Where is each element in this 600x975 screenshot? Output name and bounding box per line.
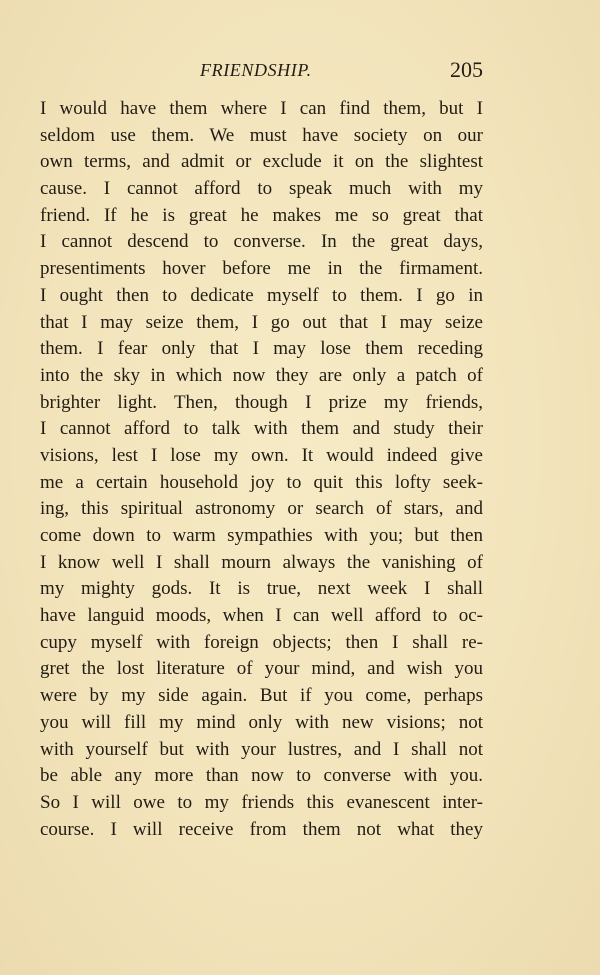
text-line: course. I will receive from them not what they bbox=[40, 818, 483, 840]
text-line: presentiments hover before me in the firmament. bbox=[40, 258, 483, 280]
running-title: FRIENDSHIP. bbox=[200, 60, 312, 80]
text-line: ing, this spiritual astronomy or search of stars, and bbox=[40, 498, 483, 520]
text-line: I cannot descend to converse. In the great days, bbox=[40, 231, 483, 253]
body-text bbox=[40, 96, 483, 843]
text-line: me a certain household joy to quit this lofty seek- bbox=[40, 471, 483, 493]
text-line: that I may seize them, I go out that I may seize bbox=[40, 311, 483, 333]
text-line: come down to warm sympathies with you; but then bbox=[40, 525, 483, 546]
text-line: I cannot afford to talk with them and study their bbox=[40, 418, 483, 440]
text-line: my mighty gods. It is true, next week I shall bbox=[40, 578, 483, 600]
text-line: friend. If he is great he makes me so great that bbox=[40, 204, 483, 226]
text-line: gret the lost literature of your mind, and wish you bbox=[40, 658, 483, 680]
text-line: have languid moods, when I can well afford to oc- bbox=[40, 605, 483, 627]
text-line: cause. I cannot afford to speak much with my bbox=[40, 178, 483, 200]
text-line: cupy myself with foreign objects; then I shall re- bbox=[40, 631, 483, 653]
text-line: I know well I shall mourn always the vanishing of bbox=[40, 551, 483, 573]
page-number: 205 bbox=[450, 57, 483, 82]
text-line: be able any more than now to converse with you. bbox=[40, 765, 483, 787]
text-line: own terms, and admit or exclude it on the slightest bbox=[40, 151, 483, 173]
text-line: visions, lest I lose my own. It would indeed give bbox=[40, 444, 483, 466]
text-line: I would have them where I can find them, but I bbox=[40, 98, 483, 119]
running-head bbox=[40, 57, 483, 88]
text-line: So I will owe to my friends this evanescent inter- bbox=[40, 791, 483, 813]
text-line: brighter light. Then, though I prize my friends, bbox=[40, 391, 483, 413]
text-line: them. I fear only that I may lose them receding bbox=[40, 338, 483, 360]
text-line: were by my side again. But if you come, perhaps bbox=[40, 685, 483, 707]
text-line: you will fill my mind only with new visions; not bbox=[40, 711, 483, 733]
text-line: into the sky in which now they are only a patch of bbox=[40, 364, 483, 386]
text-line: with yourself but with your lustres, and I shall not bbox=[40, 738, 483, 760]
text-line: I ought then to dedicate myself to them. I go in bbox=[40, 284, 483, 306]
text-line: seldom use them. We must have society on our bbox=[40, 124, 483, 146]
